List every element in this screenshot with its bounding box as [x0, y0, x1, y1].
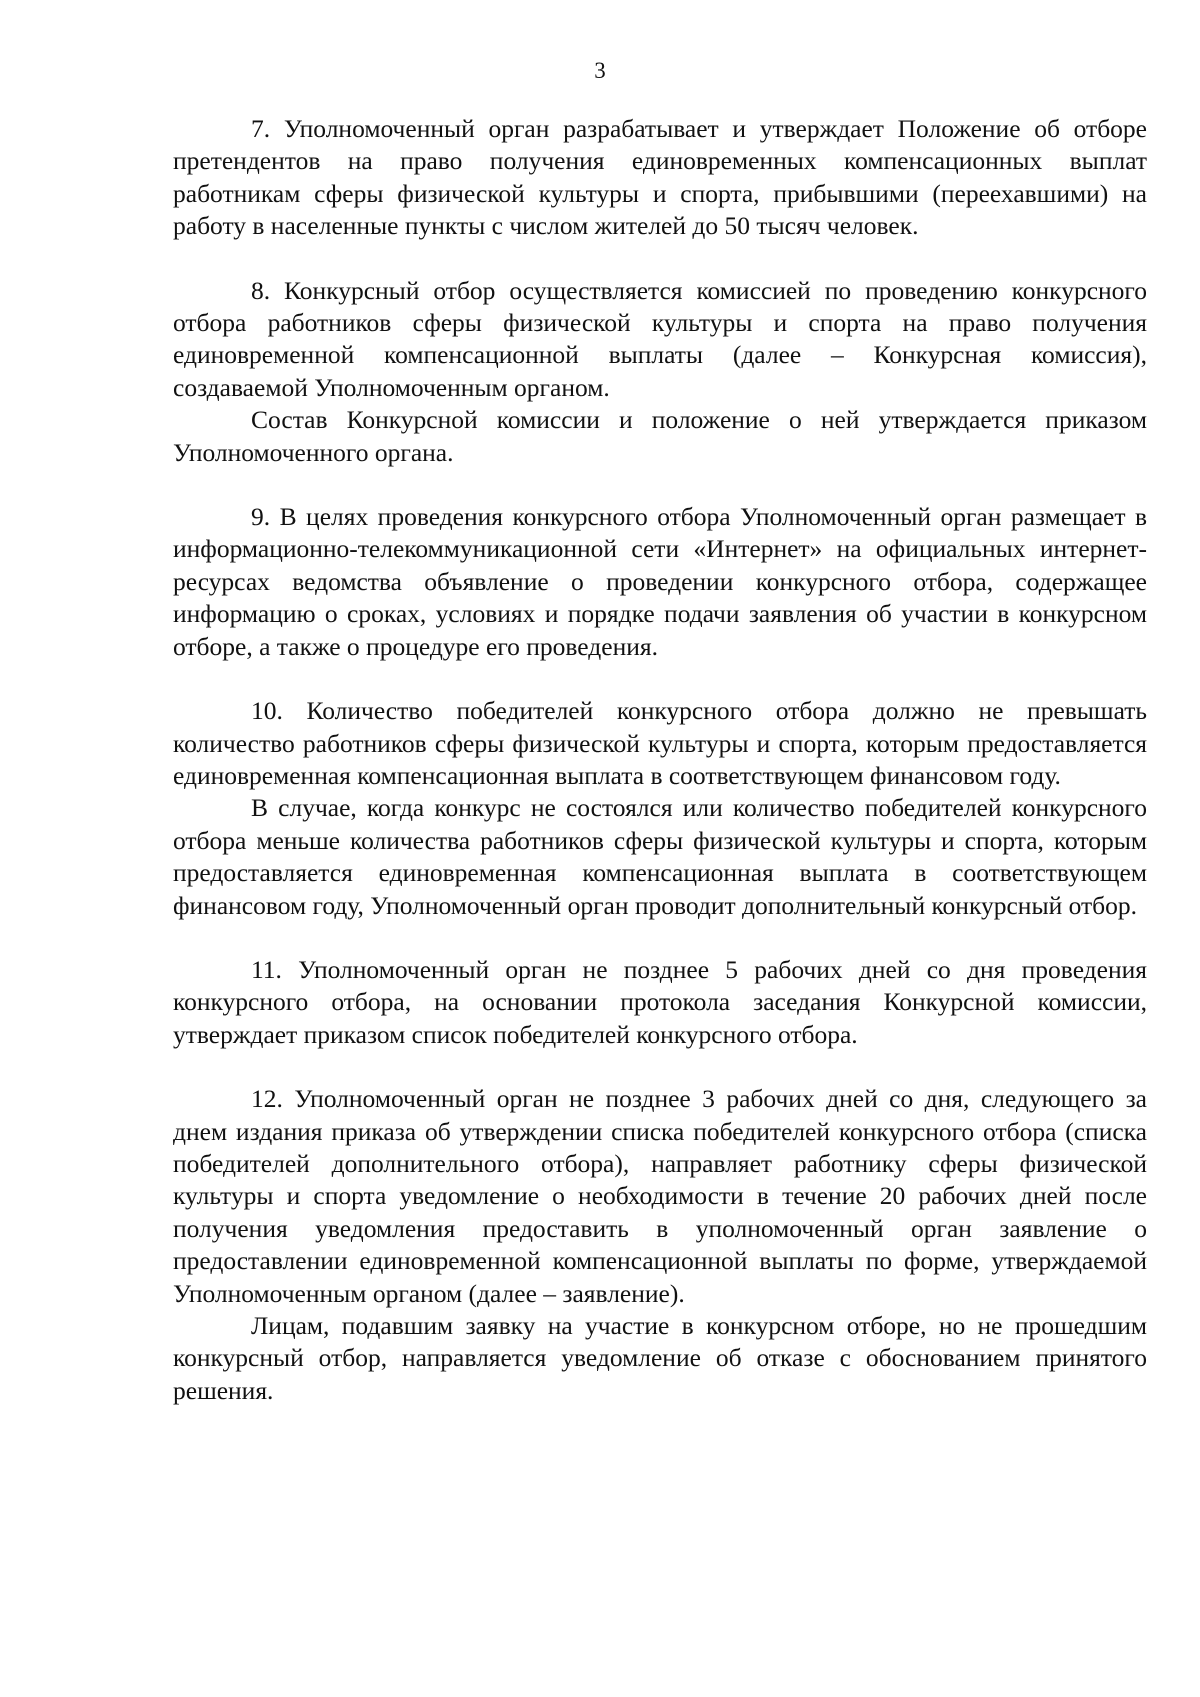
paragraph-item-8: 8. Конкурсный отбор осуществляется комиссией по проведению конкурсного отбора работников сферы физической культуры и спорта на право получения единовременной компенсационной выплаты (далее – Конкурсная комиссия), создаваемой Уполномоченным органом. [173, 275, 1147, 402]
paragraph-item-11: 11. Уполномоченный орган не позднее 5 рабочих дней со дня проведения конкурсного отбора, на основании протокола заседания Конкурсной комиссии, утверждает приказом список победителей конкурсного отбора. [173, 954, 1147, 1049]
paragraph-item-12: 12. Уполномоченный орган не позднее 3 рабочих дней со дня, следующего за днем издания приказа об утверждении списка победителей конкурсного отбора (списка победителей дополнительного отбора), направляет работнику сферы физической культуры и спорта уведомление о необходимости в течение 20 рабочих дней после получения уведомления предоставить в уполномоченный орган заявление о предоставлении единовременной компенсационной выплаты по форме, утверждаемой Уполномоченным органом (далее – заявление). [173, 1084, 1147, 1308]
paragraph-additional-selection: В случае, когда конкурс не состоялся или количество победителей конкурсного отбора меньше количества работников сферы физической культуры и спорта, которым предоставляется единовременная компенсационная выплата в соответствующем финансовом году, Уполномоченный орган проводит дополнительный конкурсный отбор. [173, 793, 1147, 920]
paragraph-commission-composition: Состав Конкурсной комиссии и положение о ней утверждается приказом Уполномоченного органа. [173, 405, 1147, 467]
document-body [173, 113, 1147, 1407]
paragraph-refusal-notice: Лицам, подавшим заявку на участие в конкурсном отборе, но не прошедшим конкурсный отбор, направляется уведомление об отказе с обоснованием принятого решения. [173, 1311, 1147, 1405]
paragraph-item-9: 9. В целях проведения конкурсного отбора Уполномоченный орган размещает в информационно-телекоммуникационной сети «Интернет» на официальных интернет-ресурсах ведомства объявление о проведении конкурсного отбора, содержащее информацию о сроках, условиях и порядке подачи заявления об участии в конкурсном отборе, а также о процедуре его проведения. [173, 502, 1147, 661]
page-number: 3 [594, 58, 606, 83]
paragraph-item-10: 10. Количество победителей конкурсного отбора должно не превышать количество работников сферы физической культуры и спорта, которым предоставляется единовременная компенсационная выплата в соответствующем финансовом году. [173, 696, 1147, 790]
paragraph-item-7: 7. Уполномоченный орган разрабатывает и утверждает Положение об отборе претендентов на право получения единовременных компенсационных выплат работникам сферы физической культуры и спорта, прибывшими (переехавшими) на работу в населенные пункты с числом жителей до 50 тысяч человек. [173, 114, 1147, 241]
